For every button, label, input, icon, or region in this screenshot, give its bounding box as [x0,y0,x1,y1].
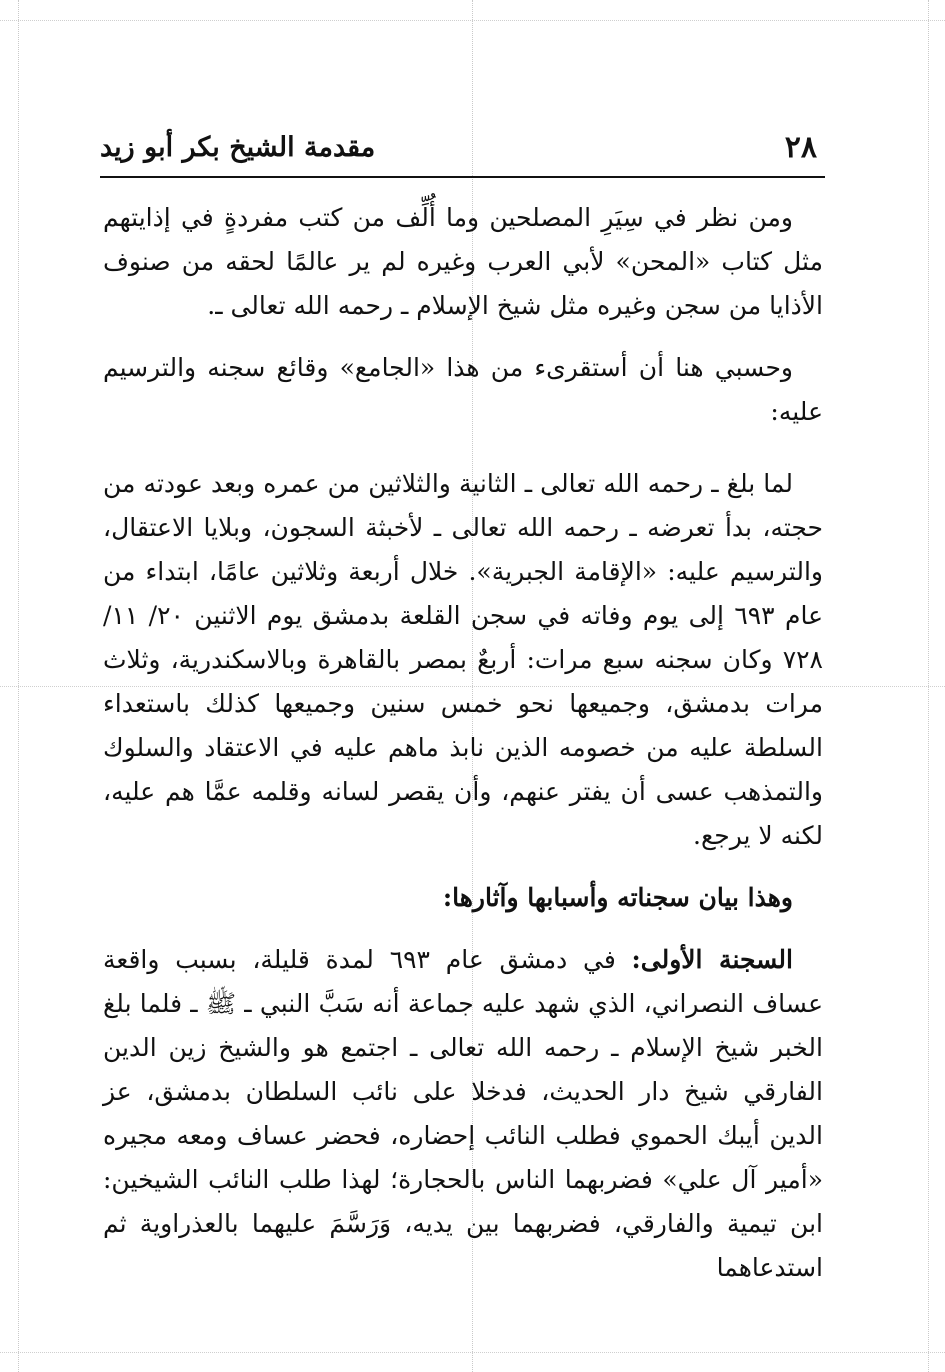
page-header [100,128,825,172]
body-text [103,196,823,1290]
header-rule [100,176,825,178]
paragraph-1: ومن نظر في سِيَرِ المصلحين وما أُلِّف من كتب مفردةٍ في إذايتهم مثل كتاب «المحن» لأبي العرب وغيره لم ير عالمًا لحقه من صنوف الأذايا من سجن وغيره مثل شيخ الإسلام ـ رحمه الله تعالى ـ. [103,203,823,320]
paragraph-2: وحسبي هنا أن أستقرىء من هذا «الجامع» وقائع سجنه والترسيم عليه: [103,353,823,426]
paragraph-5 [103,938,823,1290]
page-number: ٢٨ [784,130,817,165]
scan-guide-line [0,20,945,21]
paragraph-3: لما بلغ ـ رحمه الله تعالى ـ الثانية والثلاثين من عمره وبعد عودته من حجته، بدأ تعرضه ـ رحمه الله تعالى ـ لأخبثة السجون، وبلايا الاعتقال، والترسيم عليه: «الإقامة الجبرية». خلال أربعة وثلاثين عامًا، ابتداء من عام ٦٩٣ إلى يوم وفاته في سجن القلعة بدمشق يوم الاثنين ٢٠/ ١١/ ٧٢٨ وكان سجنه سبع مرات: أربعٌ بمصر بالقاهرة وبالاسكندرية، وثلاث مرات بدمشق، وجميعها نحو خمس سنين وجميعها كذلك باستعداء السلطة عليه من خصومه الذين نابذ ماهم عليه في الاعتقاد والسلوك والتمذهب عسى أن يفتر عنهم، وأن يقصر لسانه وقلمه عمَّا هم عليه، لكنه لا يرجع. [103,469,823,850]
paragraph-5-lead: السجنة الأولى: [631,945,793,974]
running-title: مقدمة الشيخ بكر أبو زيد [100,132,376,163]
paragraph-5-text: في دمشق عام ٦٩٣ لمدة قليلة، بسبب واقعة عساف النصراني، الذي شهد عليه جماعة أنه سَبَّ النبي ـ ﷺ ـ فلما بلغ الخبر شيخ الإسلام ـ رحمه الله تعالى ـ اجتمع هو والشيخ زين الدين الفارقي شيخ دار الحديث، فدخلا على نائب السلطان بدمشق، عز الدين أيبك الحموي فطلب النائب إحضاره، فحضر عساف ومعه مجيره «أمير آل علي» فضربهما الناس بالحجارة؛ لهذا طلب النائب الشيخين: ابن تيمية والفارقي، فضربهما بين يديه، وَرَسَّمَ عليهما بالعذراوية ثم استدعاهما [103,945,823,1282]
scan-guide-line [0,1352,945,1353]
section-heading: وهذا بيان سجناته وأسبابها وآثارها: [442,883,793,912]
